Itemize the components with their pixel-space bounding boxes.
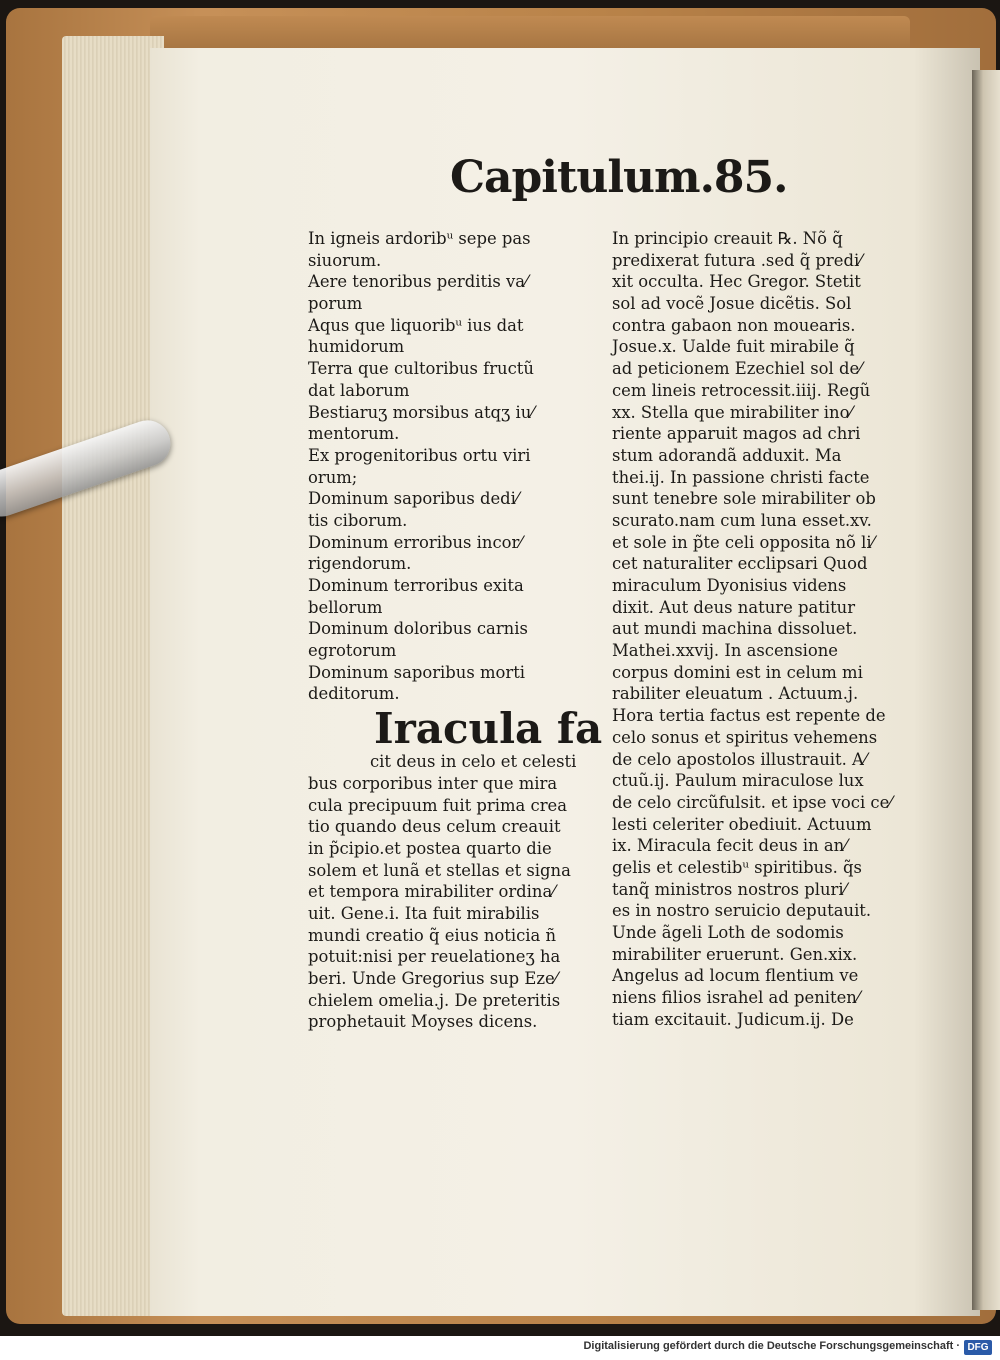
text-line: Bestiaruʒ morsibus atqʒ iu⁄ <box>308 402 535 422</box>
text-line: et sole in p̃te celi opposita nõ li⁄ <box>612 532 875 552</box>
text-line: mentorum. <box>308 424 400 444</box>
text-line: rigendorum. <box>308 554 412 574</box>
text-line: Mathei.xxvij. In ascensione <box>612 641 838 661</box>
text-line: Dominum doloribus carnis <box>308 619 528 639</box>
text-line: corpus domini est in celum mi <box>612 662 863 682</box>
text-line: thei.ij. In passione christi facte <box>612 467 870 487</box>
text-line: aut mundi machina dissoluet. <box>612 619 858 639</box>
text-line: cet naturaliter ecclipsari Quod <box>612 554 868 574</box>
text-line: Ex progenitoribus ortu viri <box>308 445 531 465</box>
text-line: In igneis ardoribᵘ sepe pas <box>308 229 531 248</box>
text-line: orum; <box>308 467 358 487</box>
text-line: es in nostro seruicio deputauit. <box>612 901 872 921</box>
text-line: Terra que cultoribus fructũ <box>308 359 534 379</box>
text-line: Dominum saporibus morti <box>308 662 526 682</box>
text-line: solem et lunã et stellas et signa <box>308 860 571 880</box>
text-line: ad peticionem Ezechiel sol de⁄ <box>612 359 862 379</box>
text-line: contra gabaon non mouearis. <box>612 315 856 335</box>
text-line: Hora tertia factus est repente de <box>612 706 886 726</box>
text-line: stum adorandã adduxit. Ma <box>612 445 842 465</box>
text-line: Aere tenoribus perditis va⁄ <box>308 272 528 292</box>
text-line: porum <box>308 294 363 314</box>
text-line: mirabiliter eruerunt. Gen.xix. <box>612 944 858 964</box>
text-line: potuit:nisi per reuelationeʒ ha <box>308 947 561 967</box>
text-line: bus corporibus inter que mira <box>308 773 558 793</box>
text-line: Dominum saporibus dedi⁄ <box>308 489 519 509</box>
text-line: Dominum erroribus incor⁄ <box>308 532 523 552</box>
text-line: cit deus in celo et celesti <box>370 752 577 772</box>
text-line: de celo apostolos illustrauit. A⁄ <box>612 749 867 769</box>
text-line: uit. Gene.i. Ita fuit mirabilis <box>308 903 540 923</box>
decorated-initial-line: Iracula fa <box>374 704 603 754</box>
text-line: Dominum terroribus exita <box>308 576 524 595</box>
text-line: Unde ãgeli Loth de sodomis <box>612 923 844 942</box>
text-line: deditorum. <box>308 684 400 704</box>
text-line: in p̃cipio.et postea quarto die <box>308 838 552 858</box>
text-line: tio quando deus celum creauit <box>308 817 561 837</box>
text-line: beri. Unde Gregorius sup Eze⁄ <box>308 969 558 988</box>
chapter-heading: Capitulum.85. <box>450 152 788 203</box>
funding-notice: Digitalisierung gefördert durch die Deutsche Forschungsgemeinschaft · <box>583 1340 960 1352</box>
text-line: ctuũ.ij. Paulum miraculose lux <box>612 771 864 791</box>
text-line: cem lineis retrocessit.iiij. Regũ <box>612 380 871 400</box>
text-line: Aqus que liquoribᵘ ius dat <box>308 315 524 335</box>
text-line: riente apparuit magos ad chri <box>612 424 861 444</box>
text-line: ix. Miracula fecit deus in an⁄ <box>612 836 847 856</box>
text-line: predixerat futura .sed q̃ predi⁄ <box>612 250 862 270</box>
footer-bar <box>0 1336 1000 1360</box>
text-line: egrotorum <box>308 641 397 661</box>
text-line: chielem omelia.j. De preteritis <box>308 990 561 1010</box>
text-line: In principio creauit ℞. Nõ q̃ <box>612 229 843 248</box>
left-text-column <box>308 228 603 1033</box>
text-line: sol ad vocẽ Josue dicẽtis. Sol <box>612 294 852 314</box>
text-line: sunt tenebre sole mirabiliter ob <box>612 489 876 509</box>
text-line: bellorum <box>308 597 383 617</box>
text-line: scurato.nam cum luna esset.xv. <box>612 510 872 530</box>
text-line: tiam excitauit. Judicum.ij. De <box>612 1009 854 1029</box>
text-line: Josue.x. Ualde fuit mirabile q̃ <box>612 337 855 357</box>
text-line: dat laborum <box>308 380 410 400</box>
text-line: et tempora mirabiliter ordina⁄ <box>308 882 555 902</box>
text-line: rabiliter eleuatum . Actuum.j. <box>612 684 859 704</box>
text-line: lesti celeriter obediuit. Actuum <box>612 814 872 834</box>
text-line: xx. Stella que mirabiliter ino⁄ <box>612 402 853 422</box>
text-line: siuorum. <box>308 250 382 270</box>
text-line: miraculum Dyonisius videns <box>612 576 847 595</box>
text-line: celo sonus et spiritus vehemens <box>612 727 878 747</box>
right-text-column <box>612 228 904 1030</box>
text-line: niens filios israhel ad peniten⁄ <box>612 988 860 1008</box>
text-line: humidorum <box>308 337 405 357</box>
text-line: cula precipuum fuit prima crea <box>308 795 568 815</box>
text-line: mundi creatio q̃ eius noticia ñ <box>308 925 557 945</box>
text-line: de celo circũfulsit. et ipse voci ce⁄ <box>612 792 893 812</box>
text-line: prophetauit Moyses dicens. <box>308 1012 538 1032</box>
text-line: Angelus ad locum flentium ve <box>612 966 859 986</box>
text-line: tanq̃ ministros nostros pluri⁄ <box>612 879 847 899</box>
facing-page-edge <box>972 70 1000 1310</box>
text-line: dixit. Aut deus nature patitur <box>612 597 856 617</box>
text-line: xit occulta. Hec Gregor. Stetit <box>612 272 861 292</box>
page-edges <box>62 36 164 1316</box>
text-line: tis ciborum. <box>308 510 408 530</box>
dfg-logo: DFG <box>964 1340 992 1355</box>
text-line: gelis et celestibᵘ spiritibus. q̃s <box>612 857 862 877</box>
